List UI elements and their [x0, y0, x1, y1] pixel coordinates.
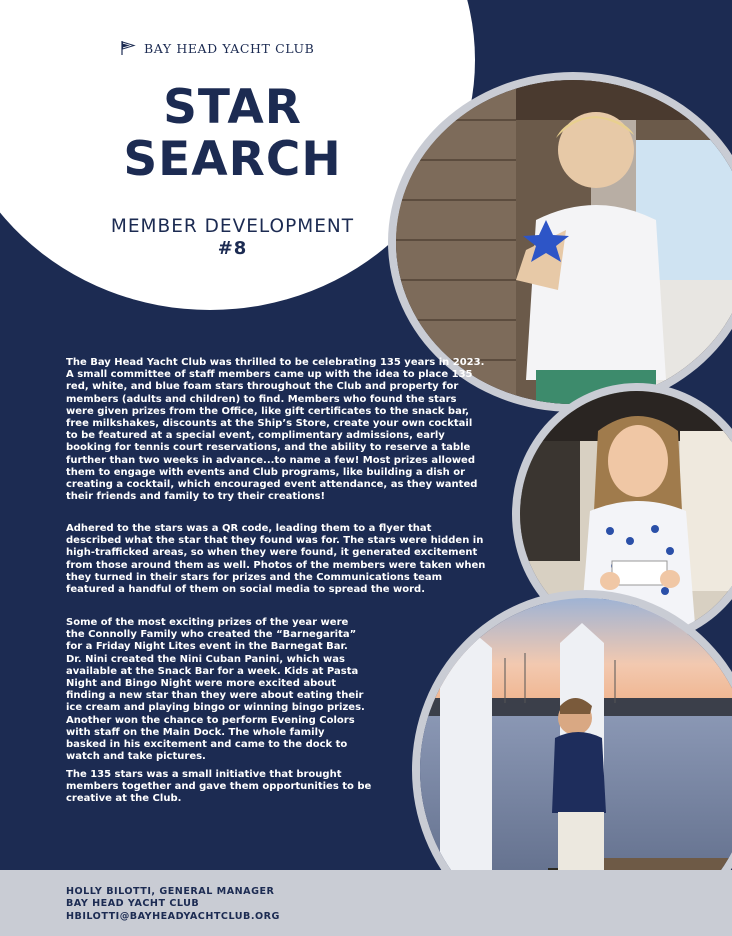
title-line-2: SEARCH — [123, 132, 342, 187]
page-title — [60, 82, 405, 186]
footer-org: BAY HEAD YACHT CLUB — [66, 898, 200, 910]
article-paragraph-2: Adhered to the stars was a QR code, leading them to a flyer that described what the star that they found was for. The stars were hidden in high-trafficked areas, so when they were found, it generated excitement from those around them as well. Photos of the members were taken when they turned in their stars for prizes and the Communications team featured a handful of them on social media to spread the word. — [66, 523, 486, 596]
pennant-flag-icon — [120, 40, 136, 56]
footer-email[interactable]: HBILOTTI@BAYHEADYACHTCLUB.ORG — [66, 910, 280, 922]
brand-name: BAY HEAD YACHT CLUB — [144, 40, 315, 56]
footer-contact — [66, 886, 280, 923]
brand-logo — [120, 40, 314, 56]
article-paragraph-1: The Bay Head Yacht Club was thrilled to be celebrating 135 years in 2023. A small committee of staff members came up with the idea to place 135 red, white, and blue foam stars throughout the Club and property for members (adults and children) to find. Members who found the stars were given prizes from the Office, like gift certificates to the snack bar, free milkshakes, discounts at the Ship’s Store, create your own cocktail to be featured at a special event, complimentary admissions, early booking for tennis court reservations, and the ability to reserve a table further than two weeks in advance...to name a few! Most prizes allowed them to engage with events and Club programs, like building a dish or creating a cocktail, which encouraged event attendance, as they wanted their friends and family to try their creations! — [66, 357, 485, 503]
article-paragraph-3: Some of the most exciting prizes of the year were the Connolly Family who created the “Barnegarita” for a Friday Night Lites event in the Barnegat Bar. Dr. Nini created the Nini Cuban Panini, which was available at the Snack Bar for a week. Kids at Pasta Night and Bingo Night were more excited about finding a new star than they were about eating their ice cream and playing bingo or winning bingo prizes. Another won the chance to perform Evening Colors with staff on the Main Dock. The whole family basked in his excitement and came to the dock to watch and take pictures. — [66, 617, 365, 763]
title-line-1: STAR — [163, 80, 302, 135]
footer-name: HOLLY BILOTTI, GENERAL MANAGER — [66, 886, 275, 897]
article-paragraph-4: The 135 stars was a small initiative that brought members together and gave them opportunities to be creative at the Club. — [66, 769, 372, 805]
issue-number: #8 — [217, 238, 248, 259]
page-subtitle: MEMBER DEVELOPMENT — [110, 216, 355, 237]
